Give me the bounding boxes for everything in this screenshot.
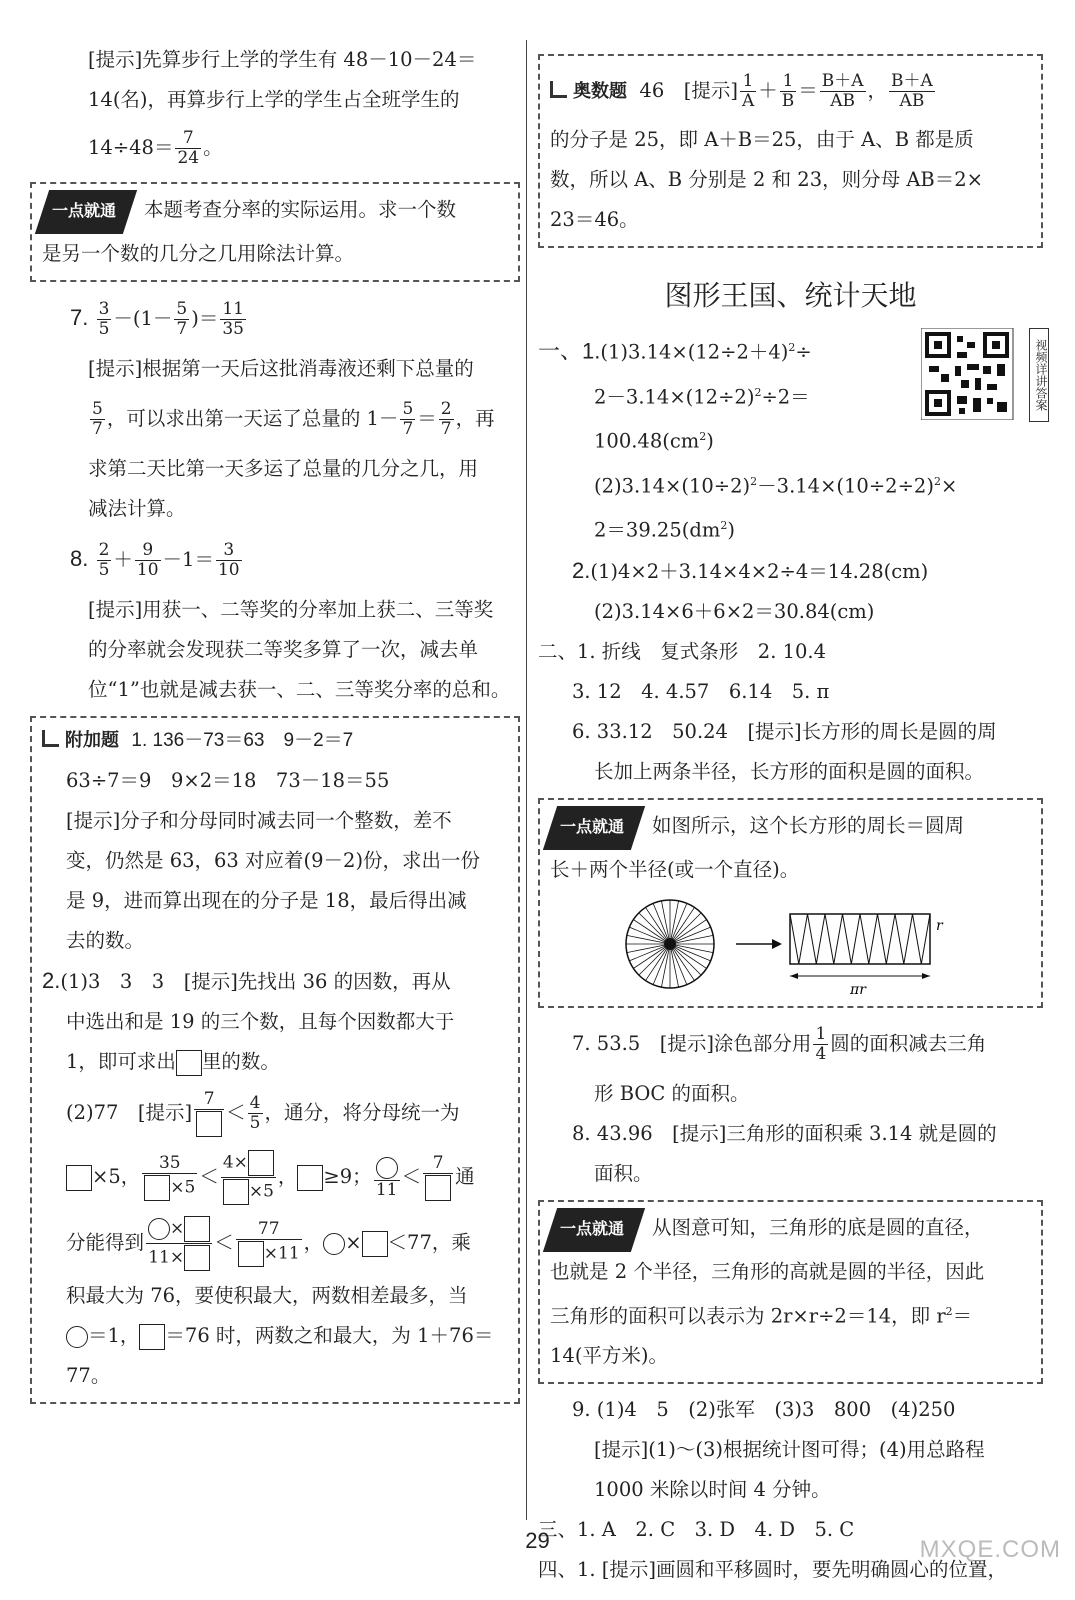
olympiad-heading: 奥数题 [550, 81, 627, 101]
text-line: [提示]根据第一天后这批消毒液还剩下总量的 [88, 357, 474, 380]
text-line: 8. 43.96 [提示]三角形的面积乘 3.14 就是圆的 [572, 1121, 997, 1145]
tip-badge: 一点就通 [35, 190, 137, 234]
question-8: 8. $\frac{2}{5}$ ＋ $\frac{9}{10}$ －1＝ $\frac{3}{10}$ [70, 540, 240, 580]
text-line: 的分率就会发现获二等奖多算了一次，减去单 [88, 638, 479, 661]
text-line: 6. 33.12 50.24 [提示]长方形的周长是圆的周 [572, 719, 997, 743]
tip-box: 一点就通 本题考查分率的实际运用。求一个数 是另一个数的几分之几用除法计算。 [30, 182, 520, 282]
question-7: 7. $\frac{3}{5}$ －(1－ $\frac{5}{7}$ )＝ $\frac{11}{35}$ [70, 299, 244, 339]
text-line: [提示]用获一、二等奖的分率加上获二、三等奖 [88, 598, 494, 621]
svg-text:πr: πr [850, 981, 866, 998]
svg-text:r: r [936, 917, 943, 934]
text-line: 求第二天比第一天多运了总量的几分之几，用 [88, 457, 479, 480]
watermark: MXQE.COM [919, 1536, 1061, 1563]
page-number: 29 [525, 1528, 550, 1553]
text-line: 14÷48＝ $\frac{7}{24}$ 。 [88, 128, 223, 168]
section-title: 图形王国、统计天地 [664, 279, 917, 312]
text-line: 3. 12 4. 4.57 6.14 5. π [572, 679, 830, 703]
section-4-line: 四、1. [提示]画圆和平移圆时，要先明确圆心的位置， [538, 1558, 1008, 1581]
text-line: 长加上两条半径，长方形的面积是圆的面积。 [594, 759, 985, 783]
bonus-heading: 附加题 [42, 730, 119, 750]
bonus-box: 附加题 1. 136－73＝63 9－2＝7 63÷7＝9 9×2＝18 73－18＝55 [提示]分子和分母同时减去同一个整数，差不 变，仍然是 63，63 对应着(9－2)份，求出一份 是 9，进而算出现在的分子是 18，最后得出减 去的数。 2.(1)3 3 3 [提示]先找出 36 的因数，再从 中选出和是 19 的三个数，且每个因数都大于 1，即可求出 里的数。 (2)77 [提示] 7 ＜ $\frac{4}{5}$ ，通分，将分母统一为 ×5， $\frac{35}{\times 5}$ ＜ $\frac{4\times}{\times 5}$ ， ≥9； 11 ＜ 7 通 分能得到 $\frac{\times}{11\times}$ ＜ $\frac{77}{\times 11}$ ， × ＜77，乘 积最大为 76，要使积最大，两数相差最多，当 ＝1， ＝76 时，两数之和最大，为 1＋76＝ 77。 [30, 716, 520, 1404]
tip-box: 一点就通 从图意可知，三角形的底是圆的直径， 也就是 2 个半径，三角形的高就是圆的半径，因此 三角形的面积可以表示为 2r×r÷2＝14，即 $r^2=$ 14(平方米)。 [538, 1200, 1043, 1385]
text-line: [提示](1)～(3)根据统计图可得；(4)用总路程 [594, 1438, 985, 1461]
section-2-line: 二、1. 折线 复式条形 2. 10.4 [538, 639, 827, 663]
text-line: 减法计算。 [88, 497, 186, 520]
qr-code-icon: 视频详讲答案 [921, 328, 1041, 420]
circle-to-rectangle-figure [550, 890, 1031, 1000]
column-divider [526, 40, 527, 1520]
text-line: 9. (1)4 5 (2)张军 (3)3 800 (4)250 [572, 1398, 956, 1421]
tip-box: 一点就通 如图所示，这个长方形的周长＝圆周 长＋两个半径(或一个直径)。 r πr [538, 798, 1043, 1008]
text-line: [提示]先算步行上学的学生有 48－10－24＝ [88, 48, 477, 71]
text-line: 7. 53.5 [提示]涂色部分用 $\frac{1}{4}$ 圆的面积减去三角 [572, 1023, 987, 1064]
text-line: 位“1”也就是减去获一、二、三等奖分率的总和。 [88, 678, 511, 701]
right-column [538, 40, 1048, 1590]
text-line: $\frac{5}{7}$ ，可以求出第一天运了总量的 1－ $\frac{5}{7}$ ＝ $\frac{2}{7}$ ，再 [92, 399, 495, 439]
text-line: 14(名)，再算步行上学的学生占全班学生的 [88, 88, 460, 111]
left-column [30, 40, 520, 1410]
text-line: 形 BOC 的面积。 [594, 1081, 750, 1105]
text-line: 面积。 [594, 1161, 653, 1185]
olympiad-box: 奥数题 46 [提示] $\frac{1}{A}$ ＋ $\frac{1}{B}$ ＝ $\frac{B+A}{AB}$ ， $\frac{B+A}{AB}$ 的分子是 25，即 A＋B＝25，由于 A、B 都是质 数，所以 A、B 分别是 2 和 23，则分母 AB＝2× 23＝46。 [538, 54, 1043, 248]
section-1: 视频详讲答案 一、$1.(1)3.14\times(12\div 2+4)^2\div$ $2-3.14\times(12\div 2)^2\div 2=$ $100.48(cm^2)$ $(2)3.14\times(10\div 2)^2-3.14\times(10\div 2\div 2)^2\times$ $2=39.25(dm^2)$ 2.(1)4×2＋3.14×4×2÷4＝14.28(cm) (2)3.14×6＋6×2＝30.84(cm) [538, 328, 1043, 632]
blank-square [176, 1050, 202, 1076]
section-3-line: 三、1. A 2. C 3. D 4. D 5. C [538, 1518, 855, 1541]
text-line: 1000 米除以时间 4 分钟。 [594, 1478, 831, 1501]
